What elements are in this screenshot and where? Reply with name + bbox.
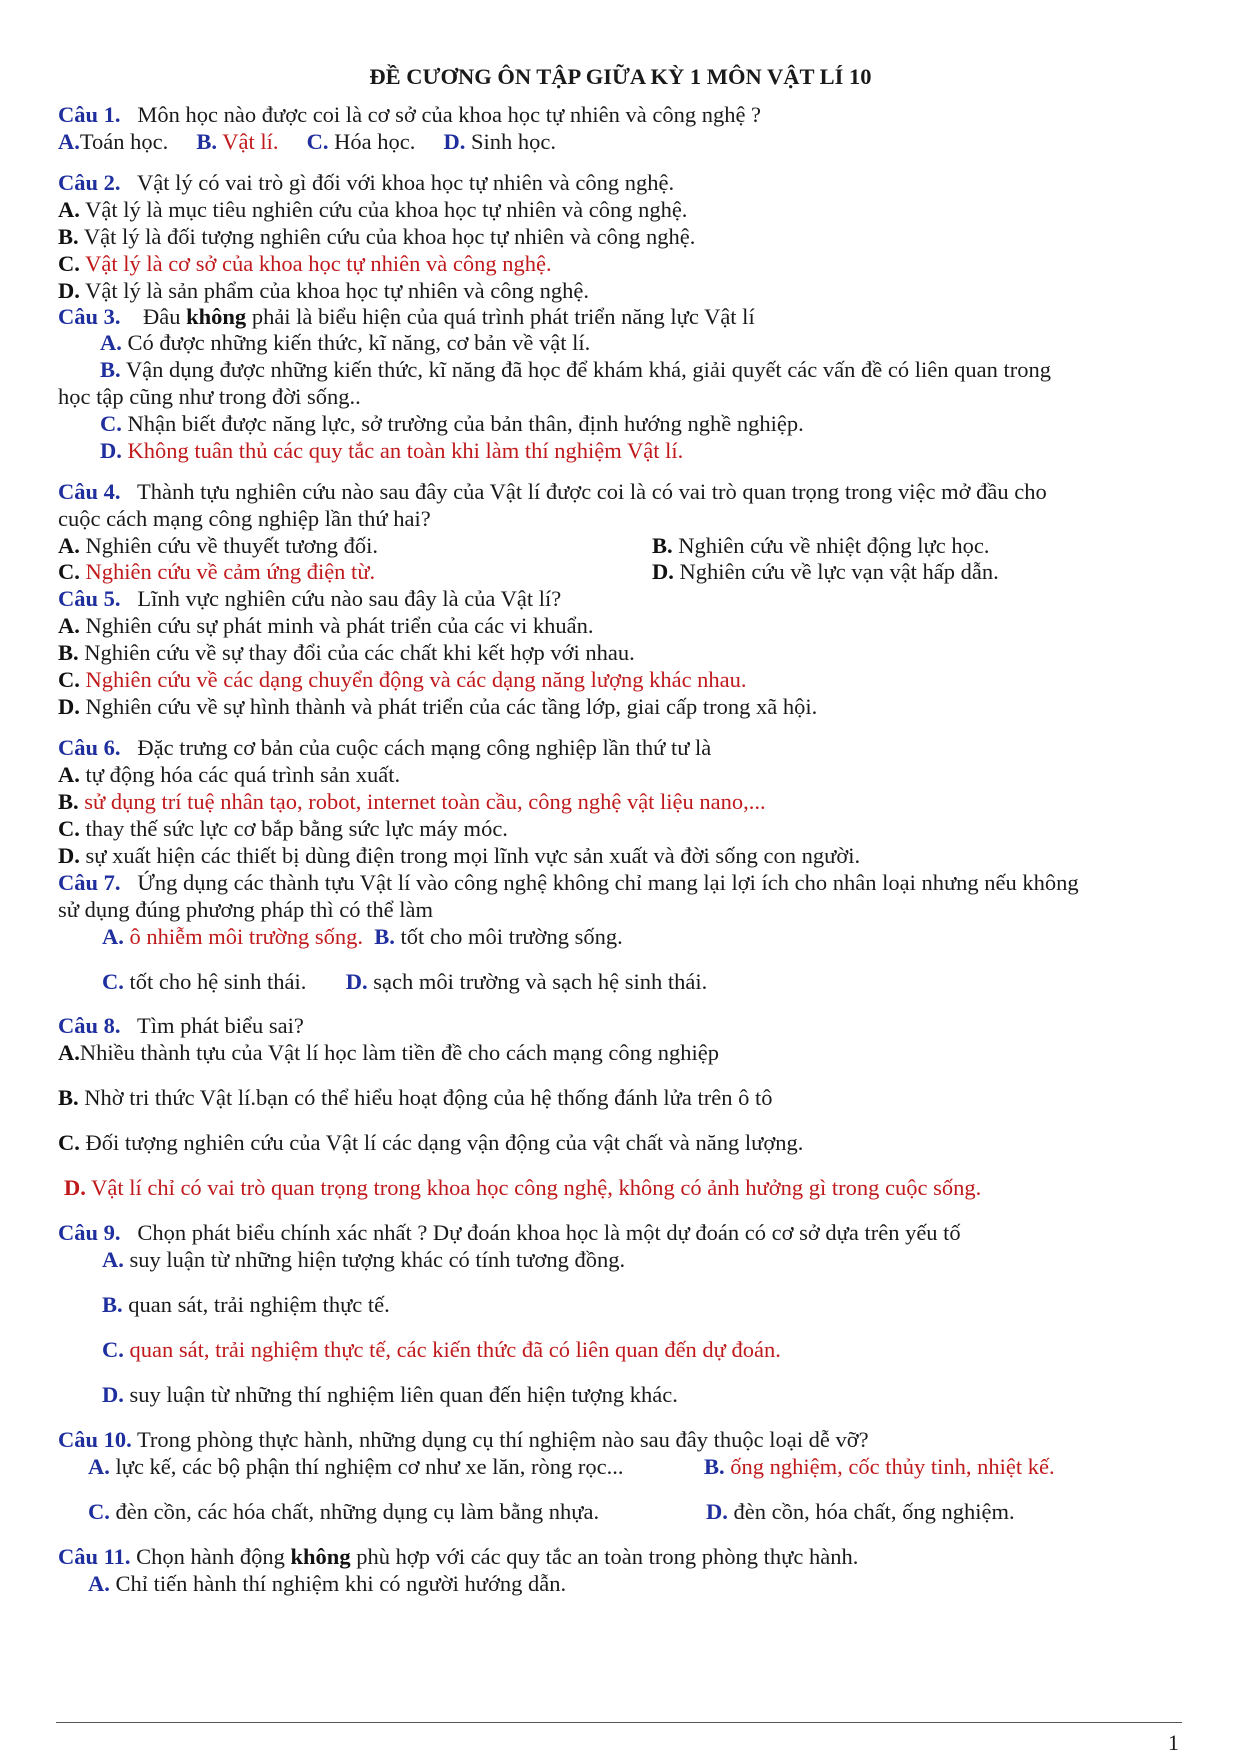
option-label: A. xyxy=(58,129,80,154)
option-label: B. xyxy=(58,640,79,665)
question-text: Tìm phát biểu sai? xyxy=(136,1013,304,1038)
option-text: tự động hóa các quá trình sản xuất. xyxy=(85,762,401,787)
option-label: B. xyxy=(652,533,673,558)
question-text: sử dụng đúng phương pháp thì có thể làm xyxy=(58,897,433,922)
option-text: quan sát, trải nghiệm thực tế. xyxy=(128,1292,390,1317)
page-number: 1 xyxy=(1168,1730,1179,1755)
question-text: Đâu xyxy=(143,304,181,329)
option-d xyxy=(652,561,999,584)
option-text: sạch môi trường và sạch hệ sinh thái. xyxy=(373,969,708,994)
footer-divider xyxy=(56,1722,1182,1723)
question-text: Thành tựu nghiên cứu nào sau đây của Vật lí được coi là có vai trò quan trọng trong việc mở đầu cho xyxy=(136,479,1047,504)
correct-answer: ô nhiễm môi trường sống. xyxy=(129,924,363,949)
option-label: B. xyxy=(196,129,218,154)
option-c xyxy=(58,669,747,692)
option-text: đèn cồn, hóa chất, ống nghiệm. xyxy=(733,1499,1015,1524)
question-6 xyxy=(58,737,711,760)
option-text: tốt cho môi trường sống. xyxy=(400,924,623,949)
option-d xyxy=(64,1177,981,1200)
option-label: D. xyxy=(706,1499,728,1524)
option-b xyxy=(704,1456,1055,1479)
question-label: Câu 3. xyxy=(58,304,121,329)
option-b xyxy=(102,1294,390,1317)
option-text: Toán học. xyxy=(79,129,169,154)
question-text: Lĩnh vực nghiên cứu nào sau đây là của Vật lí? xyxy=(137,586,562,611)
option-a xyxy=(58,764,400,787)
question-label: Câu 4. xyxy=(58,479,121,504)
option-label: D. xyxy=(652,559,674,584)
question-label: Câu 11. xyxy=(58,1544,131,1569)
option-d xyxy=(58,845,860,868)
page-title: ĐỀ CƯƠNG ÔN TẬP GIỮA KỲ 1 MÔN VẬT LÍ 10 xyxy=(369,64,872,89)
option-d xyxy=(706,1501,1015,1524)
correct-answer: quan sát, trải nghiệm thực tế, các kiến thức đã có liên quan đến dự đoán. xyxy=(129,1337,781,1362)
option-label: D. xyxy=(345,969,368,994)
question-text: Chọn phát biểu chính xác nhất ? Dự đoán khoa học là một dự đoán có cơ sở dựa trên yếu tố xyxy=(137,1220,961,1245)
option-label: C. xyxy=(100,411,122,436)
option-label: B. xyxy=(58,1085,79,1110)
option-c xyxy=(100,413,804,436)
option-label: B. xyxy=(374,924,395,949)
question-text: cuộc cách mạng công nghiệp lần thứ hai? xyxy=(58,506,431,531)
correct-answer: ống nghiệm, cốc thủy tinh, nhiệt kế. xyxy=(730,1454,1055,1479)
question-10 xyxy=(58,1429,869,1452)
option-text: Vật lý là đối tượng nghiên cứu của khoa học tự nhiên và công nghệ. xyxy=(83,224,696,249)
option-label: B. xyxy=(102,1292,123,1317)
option-c xyxy=(88,1501,599,1524)
option-text: Nhận biết được năng lực, sở trường của bản thân, định hướng nghề nghiệp. xyxy=(127,411,804,436)
option-a xyxy=(58,199,687,222)
option-text: Vận dụng được những kiến thức, kĩ năng đã học để khám khá, giải quyết các vấn đề có liên quan trong xyxy=(125,357,1051,382)
correct-answer: Vật lý là cơ sở của khoa học tự nhiên và công nghệ. xyxy=(85,251,552,276)
option-a xyxy=(102,1249,625,1272)
question-label: Câu 7. xyxy=(58,870,121,895)
option-a xyxy=(100,332,590,355)
correct-answer: Nghiên cứu về các dạng chuyển động và các dạng năng lượng khác nhau. xyxy=(85,667,747,692)
option-b xyxy=(58,642,635,665)
option-label: A. xyxy=(58,762,80,787)
question-10-options-row-1 xyxy=(88,1456,624,1479)
correct-answer: Không tuân thủ các quy tắc an toàn khi làm thí nghiệm Vật lí. xyxy=(127,438,684,463)
option-label: B. xyxy=(58,224,79,249)
option-b xyxy=(100,359,1051,382)
question-text: Vật lý có vai trò gì đối với khoa học tự nhiên và công nghệ. xyxy=(136,170,675,195)
option-label: A. xyxy=(58,197,80,222)
option-b xyxy=(652,535,989,558)
question-1 xyxy=(58,104,761,127)
question-label: Câu 1. xyxy=(58,102,121,127)
option-text: Nghiên cứu sự phát minh và phát triển của các vi khuẩn. xyxy=(85,613,594,638)
question-label: Câu 2. xyxy=(58,170,121,195)
question-11 xyxy=(58,1546,858,1569)
question-2 xyxy=(58,172,674,195)
option-label: D. xyxy=(443,129,466,154)
question-5 xyxy=(58,588,561,611)
question-text: Đặc trưng cơ bản của cuộc cách mạng công nghiệp lần thứ tư là xyxy=(137,735,712,760)
option-d xyxy=(58,280,589,303)
question-7 xyxy=(58,872,1079,895)
question-text: phù hợp với các quy tắc an toàn trong phòng thực hành. xyxy=(356,1544,859,1569)
option-label: C. xyxy=(58,559,80,584)
option-a xyxy=(58,535,378,558)
option-b xyxy=(58,791,766,814)
question-label: Câu 10. xyxy=(58,1427,132,1452)
question-4 xyxy=(58,481,1047,504)
question-7-options-row-2 xyxy=(102,971,707,994)
option-c xyxy=(58,1132,803,1155)
option-label: A. xyxy=(100,330,122,355)
option-a xyxy=(58,1042,719,1065)
option-label: D. xyxy=(64,1175,86,1200)
option-text: lực kế, các bộ phận thí nghiệm cơ như xe lăn, ròng rọc... xyxy=(115,1454,624,1479)
question-9 xyxy=(58,1222,961,1245)
option-text: học tập cũng như trong đời sống.. xyxy=(58,384,361,409)
option-label: B. xyxy=(58,789,79,814)
option-text: Vật lý là sản phẩm của khoa học tự nhiên và công nghệ. xyxy=(85,278,590,303)
option-text: Nhiều thành tựu của Vật lí học làm tiền đề cho cách mạng công nghiệp xyxy=(79,1040,719,1065)
option-text: Chỉ tiến hành thí nghiệm khi có người hướng dẫn. xyxy=(115,1571,567,1596)
option-label: A. xyxy=(58,533,80,558)
option-text: sự xuất hiện các thiết bị dùng điện trong mọi lĩnh vực sản xuất và đời sống con người. xyxy=(85,843,861,868)
option-label: A. xyxy=(88,1454,110,1479)
option-text: Nghiên cứu về lực vạn vật hấp dẫn. xyxy=(679,559,999,584)
option-text: suy luận từ những thí nghiệm liên quan đến hiện tượng khác. xyxy=(129,1382,678,1407)
option-label: D. xyxy=(58,843,80,868)
option-label: B. xyxy=(100,357,121,382)
option-text: Nghiên cứu về sự thay đổi của các chất khi kết hợp với nhau. xyxy=(84,640,635,665)
option-d xyxy=(102,1384,678,1407)
option-text: Nghiên cứu về thuyết tương đối. xyxy=(85,533,378,558)
option-b-continued xyxy=(58,386,361,409)
question-1-options xyxy=(58,131,556,154)
option-text: thay thế sức lực cơ bắp bằng sức lực máy móc. xyxy=(85,816,508,841)
option-text: Vật lý là mục tiêu nghiên cứu của khoa học tự nhiên và công nghệ. xyxy=(85,197,688,222)
option-label: A. xyxy=(58,613,80,638)
correct-answer: sử dụng trí tuệ nhân tạo, robot, internet toàn cầu, công nghệ vật liệu nano,... xyxy=(84,789,766,814)
option-a xyxy=(58,615,594,638)
option-d xyxy=(100,440,683,463)
option-text: đèn cồn, các hóa chất, những dụng cụ làm bằng nhựa. xyxy=(115,1499,600,1524)
option-c xyxy=(58,818,508,841)
question-label: Câu 8. xyxy=(58,1013,121,1038)
option-a xyxy=(88,1573,566,1596)
option-label: C. xyxy=(88,1499,110,1524)
question-text: Chọn hành động xyxy=(136,1544,285,1569)
option-text: suy luận từ những hiện tượng khác có tính tương đồng. xyxy=(129,1247,626,1272)
option-c xyxy=(102,1339,781,1362)
question-text-emphasis: không xyxy=(290,1544,351,1569)
question-label: Câu 9. xyxy=(58,1220,121,1245)
correct-answer: Vật lí chỉ có vai trò quan trọng trong khoa học công nghệ, không có ảnh hưởng gì trong cuộc sống. xyxy=(91,1175,982,1200)
question-label: Câu 6. xyxy=(58,735,121,760)
option-d xyxy=(58,696,817,719)
option-c xyxy=(58,561,375,584)
option-label: A. xyxy=(102,1247,124,1272)
option-c xyxy=(58,253,552,276)
option-label: D. xyxy=(58,694,80,719)
option-b xyxy=(58,226,695,249)
option-label: C. xyxy=(102,1337,124,1362)
option-label: A. xyxy=(102,924,124,949)
question-3 xyxy=(58,306,755,329)
option-label: C. xyxy=(306,129,329,154)
option-text: Sinh học. xyxy=(471,129,557,154)
option-label: D. xyxy=(102,1382,124,1407)
option-label: D. xyxy=(100,438,122,463)
option-label: B. xyxy=(704,1454,725,1479)
question-4-continued xyxy=(58,508,431,531)
option-text: Nhờ tri thức Vật lí.bạn có thể hiểu hoạt động của hệ thống đánh lửa trên ô tô xyxy=(84,1085,773,1110)
option-label: D. xyxy=(58,278,80,303)
question-8 xyxy=(58,1015,304,1038)
option-b xyxy=(58,1087,772,1110)
question-text-emphasis: không xyxy=(186,304,247,329)
question-text: Môn học nào được coi là cơ sở của khoa học tự nhiên và công nghệ ? xyxy=(137,102,762,127)
option-text: Có được những kiến thức, kĩ năng, cơ bản về vật lí. xyxy=(127,330,591,355)
question-label: Câu 5. xyxy=(58,586,121,611)
question-text: phải là biểu hiện của quá trình phát triển năng lực Vật lí xyxy=(251,304,755,329)
question-7-options-row-1 xyxy=(102,926,623,949)
option-text: Đối tượng nghiên cứu của Vật lí các dạng vận động của vật chất và năng lượng. xyxy=(85,1130,804,1155)
option-label: C. xyxy=(58,667,80,692)
option-text: Hóa học. xyxy=(334,129,416,154)
correct-answer: Vật lí. xyxy=(222,129,279,154)
option-label: C. xyxy=(58,1130,80,1155)
option-text: Nghiên cứu về sự hình thành và phát triển của các tầng lớp, giai cấp trong xã hội. xyxy=(85,694,818,719)
option-label: C. xyxy=(58,816,80,841)
question-text: Trong phòng thực hành, những dụng cụ thí nghiệm nào sau đây thuộc loại dễ vỡ? xyxy=(136,1427,869,1452)
option-label: A. xyxy=(58,1040,80,1065)
option-text: Nghiên cứu về nhiệt động lực học. xyxy=(678,533,990,558)
question-7-continued xyxy=(58,899,433,922)
correct-answer: Nghiên cứu về cảm ứng điện từ. xyxy=(85,559,376,584)
option-label: C. xyxy=(58,251,80,276)
option-text: tốt cho hệ sinh thái. xyxy=(129,969,307,994)
question-text: Ứng dụng các thành tựu Vật lí vào công nghệ không chỉ mang lại lợi ích cho nhân loại nhưng nếu không xyxy=(137,870,1079,895)
option-label: A. xyxy=(88,1571,110,1596)
option-label: C. xyxy=(102,969,124,994)
